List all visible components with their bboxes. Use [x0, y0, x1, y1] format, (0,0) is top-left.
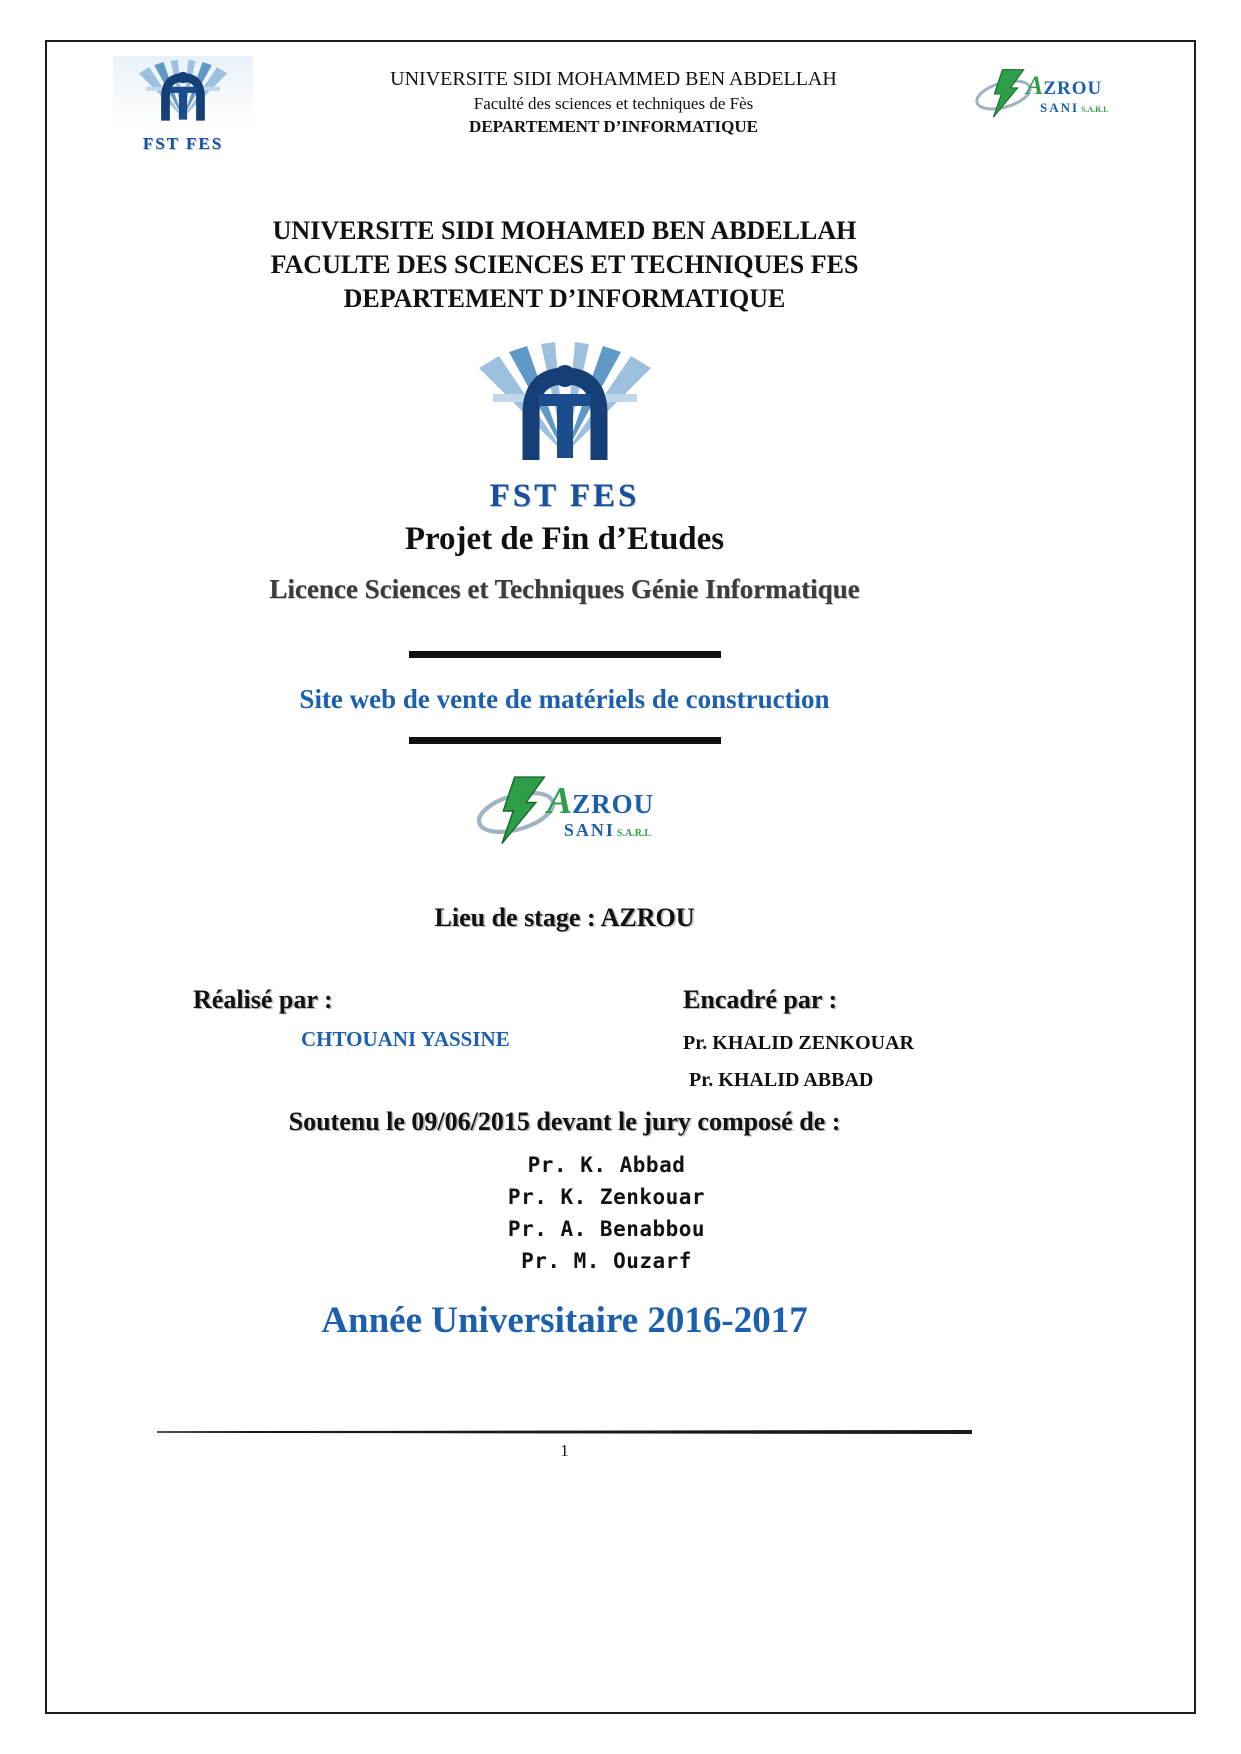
azrou-sani-logo	[974, 68, 1124, 120]
azrou-logo-subline	[561, 821, 654, 840]
divider-bottom	[409, 737, 721, 744]
page-border-frame	[45, 40, 1196, 1714]
fst-fes-logo-icon	[440, 342, 690, 482]
azrou-rest: ZROU	[1043, 77, 1103, 99]
page-number: 1	[560, 1441, 569, 1460]
fst-fes-logo-icon	[127, 60, 239, 132]
title-university: UNIVERSITE SIDI MOHAMED BEN ABDELLAH	[272, 216, 857, 245]
azrou-sarl-text: S.A.R.L	[1081, 104, 1109, 114]
project-title: Projet de Fin d’Etudes	[404, 521, 725, 557]
jury-member: Pr. M. Ouzarf	[521, 1249, 692, 1273]
title-block	[65, 214, 1064, 316]
azrou-sani-text: SANI	[563, 820, 615, 840]
jury-member: Pr. K. Abbad	[527, 1153, 686, 1177]
author-block	[193, 985, 510, 1103]
header-institution-block	[253, 56, 974, 137]
supervisor-label: Encadré par :	[683, 985, 838, 1014]
title-faculty: FACULTE DES SCIENCES ET TECHNIQUES FES	[270, 250, 859, 279]
title-department: DEPARTEMENT D’INFORMATIQUE	[343, 284, 786, 313]
project-subject: Site web de vente de matériels de construction	[299, 684, 830, 714]
supervisor-name: Pr. KHALID ABBAD	[689, 1069, 874, 1091]
header-university-name: UNIVERSITE SIDI MOHAMMED BEN ABDELLAH	[390, 68, 837, 90]
defense-line: Soutenu le 09/06/2015 devant le jury composé de :	[288, 1107, 841, 1136]
page-footer	[65, 1430, 1064, 1461]
academic-year: Année Universitaire 2016-2017	[321, 1300, 808, 1341]
divider-top	[409, 651, 721, 658]
header-department-name: DEPARTEMENT D’INFORMATIQUE	[469, 117, 758, 136]
jury-list	[508, 1149, 705, 1277]
degree-line: Licence Sciences et Techniques Génie Informatique	[269, 574, 860, 604]
supervisor-block	[683, 985, 914, 1103]
azrou-logo-wordmark	[547, 782, 654, 820]
fst-fes-logo-caption: FST FES	[489, 478, 640, 514]
azrou-initial: A	[1026, 70, 1044, 100]
fst-fes-logo-large	[65, 342, 1064, 515]
azrou-sani-logo-large	[475, 774, 654, 848]
fst-fes-logo	[113, 56, 253, 158]
footer-rule	[157, 1430, 972, 1434]
azrou-sani-text: SANI	[1040, 99, 1080, 115]
azrou-sarl-text: S.A.R.L	[616, 828, 652, 839]
jury-member: Pr. K. Zenkouar	[507, 1185, 706, 1209]
author-label: Réalisé par :	[193, 985, 333, 1014]
document-page	[47, 42, 1194, 1712]
azrou-logo-subline	[1040, 100, 1108, 116]
author-name: CHTOUANI YASSINE	[301, 1027, 510, 1051]
fst-fes-logo-caption: FST FES	[142, 134, 224, 153]
azrou-initial: A	[546, 780, 573, 822]
internship-location: Lieu de stage : AZROU	[434, 903, 695, 932]
azrou-logo-text	[1026, 70, 1109, 116]
document-header	[65, 56, 1176, 158]
azrou-logo-wordmark	[1026, 70, 1108, 100]
jury-member: Pr. A. Benabbou	[507, 1217, 706, 1241]
azrou-logo-text	[547, 782, 654, 840]
main-column	[65, 214, 1176, 1461]
supervisor-name: Pr. KHALID ZENKOUAR	[683, 1032, 914, 1054]
credits-row	[65, 985, 1064, 1103]
azrou-rest: ZROU	[572, 789, 655, 819]
header-faculty-name: Faculté des sciences et techniques de Fès	[473, 94, 754, 113]
